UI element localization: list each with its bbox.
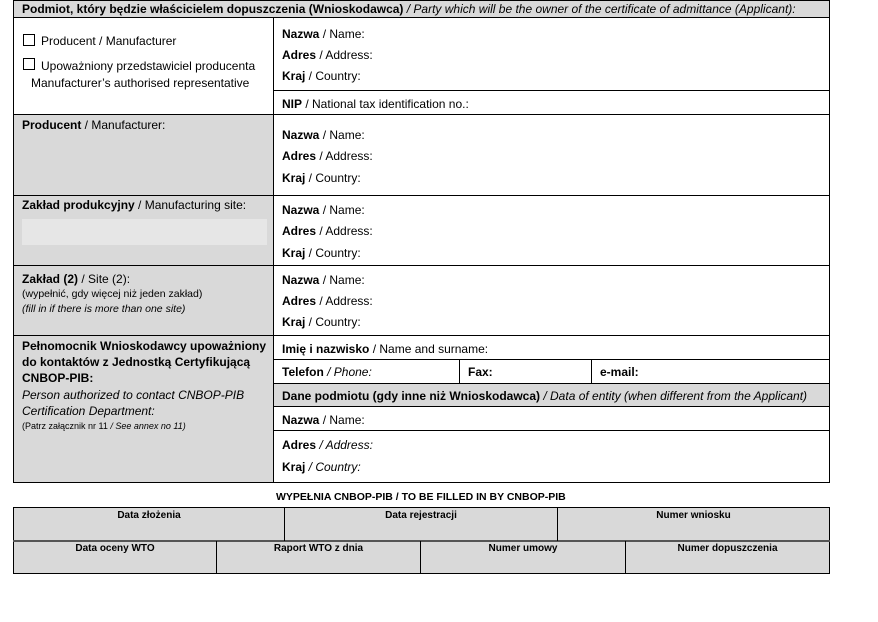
entity-name-pl: Nazwa: [282, 413, 320, 427]
applicant-nip-pl: NIP: [282, 97, 303, 111]
contact-fax-field[interactable]: Fax:: [468, 365, 493, 379]
contact-annex-en: / See annex no 11): [107, 421, 186, 431]
manufacturer-address-pl: Adres: [282, 149, 317, 163]
site2-name-field[interactable]: [282, 273, 365, 287]
applicant-address-en: / Address:: [316, 48, 373, 62]
applicant-header: [22, 2, 796, 16]
applicant-name-field[interactable]: [282, 27, 365, 41]
site2-note-en: (fill in if there is more than one site): [22, 303, 186, 315]
applicant-country-pl: Kraj: [282, 69, 306, 83]
contact-label-en-1: Person authorized to contact CNBOP-PIB: [22, 388, 245, 402]
applicant-country-en: / Country:: [305, 69, 361, 83]
representative-checkbox[interactable]: [23, 58, 35, 70]
site2-country-pl: Kraj: [282, 315, 306, 329]
site1-name-pl: Nazwa: [282, 203, 320, 217]
site1-country-pl: Kraj: [282, 246, 306, 260]
contact-label-pl-3: CNBOP-PIB:: [22, 371, 94, 385]
contact-fullname-en: / Name and surname:: [369, 342, 489, 356]
site2-name-pl: Nazwa: [282, 273, 320, 287]
contact-phone-en: / Phone:: [323, 365, 372, 379]
manufacturer-country-en: / Country:: [305, 171, 361, 185]
site1-label: [22, 198, 246, 212]
applicant-address-field[interactable]: [282, 48, 373, 62]
manufacturer-label-pl: Producent: [22, 118, 82, 132]
manufacturer-country-pl: Kraj: [282, 171, 306, 185]
applicant-header-en: / Party which will be the owner of the certificate of admittance (Applicant):: [403, 2, 796, 16]
entity-address-pl: Adres: [282, 438, 317, 452]
manufacturer-label-en: / Manufacturer:: [81, 118, 166, 132]
site1-label-en: / Manufacturing site:: [134, 198, 247, 212]
office-date-registered: Data rejestracji: [385, 510, 457, 521]
site2-label-en: / Site (2):: [78, 272, 131, 286]
applicant-nip-en: / National tax identification no.:: [302, 97, 469, 111]
contact-phone-pl: Telefon: [282, 365, 324, 379]
representative-option-label: Upoważniony przedstawiciel producenta: [41, 59, 256, 73]
office-date-submitted: Data złożenia: [117, 510, 181, 521]
manufacturer-address-en: / Address:: [316, 149, 373, 163]
site2-label: [22, 272, 130, 286]
entity-address-field[interactable]: [282, 438, 373, 452]
contact-phone-field[interactable]: [282, 365, 372, 379]
contact-fullname-pl: Imię i nazwisko: [282, 342, 370, 356]
contact-email-field[interactable]: e-mail:: [600, 365, 639, 379]
contact-annex-pl: (Patrz załącznik nr 11: [22, 421, 108, 431]
representative-option-label-en: Manufacturer’s authorised representative: [31, 76, 250, 90]
site2-name-en: / Name:: [319, 273, 365, 287]
contact-label-pl-2: do kontaktów z Jednostką Certyfikującą: [22, 355, 251, 369]
entity-country-en: / Country:: [305, 460, 361, 474]
manufacturer-address-field[interactable]: [282, 149, 373, 163]
site1-country-field[interactable]: [282, 246, 361, 260]
contact-fullname-field[interactable]: [282, 342, 488, 356]
manufacturer-country-field[interactable]: [282, 171, 361, 185]
site1-input-shade[interactable]: [22, 219, 267, 245]
manufacturer-name-pl: Nazwa: [282, 128, 320, 142]
office-wto-assessment-date: Data oceny WTO: [75, 543, 155, 554]
site1-address-pl: Adres: [282, 224, 317, 238]
manufacturer-label: [22, 118, 165, 132]
site2-address-field[interactable]: [282, 294, 373, 308]
applicant-name-en: / Name:: [319, 27, 365, 41]
contact-label-en-2: Certification Department:: [22, 404, 155, 418]
entity-header-pl: Dane podmiotu (gdy inne niż Wnioskodawca): [282, 389, 541, 403]
site2-country-en: / Country:: [305, 315, 361, 329]
applicant-header-pl: Podmiot, który będzie właścicielem dopuszczenia (Wnioskodawca): [22, 2, 404, 16]
office-admittance-number: Numer dopuszczenia: [677, 543, 778, 554]
site2-country-field[interactable]: [282, 315, 361, 329]
contact-annex: [22, 419, 186, 433]
site1-address-en: / Address:: [316, 224, 373, 238]
site1-country-en: / Country:: [305, 246, 361, 260]
producer-checkbox[interactable]: [23, 34, 35, 46]
site2-note-pl: (wypełnić, gdy więcej niż jeden zakład): [22, 288, 203, 300]
applicant-address-pl: Adres: [282, 48, 317, 62]
entity-header: [282, 389, 807, 403]
site2-label-pl: Zakład (2): [22, 272, 79, 286]
office-title: WYPEŁNIA CNBOP-PIB / TO BE FILLED IN BY CNBOP-PIB: [276, 491, 566, 503]
entity-country-field[interactable]: [282, 460, 361, 474]
manufacturer-name-field[interactable]: [282, 128, 365, 142]
site1-label-pl: Zakład produkcyjny: [22, 198, 135, 212]
applicant-name-pl: Nazwa: [282, 27, 320, 41]
entity-address-en: / Address:: [316, 438, 373, 452]
office-wto-report-date: Raport WTO z dnia: [273, 543, 364, 554]
producer-option-label: Producent / Manufacturer: [41, 34, 177, 48]
entity-country-pl: Kraj: [282, 460, 306, 474]
entity-header-en: / Data of entity (when different from the Applicant): [540, 389, 808, 403]
office-application-number: Numer wniosku: [656, 510, 731, 521]
applicant-country-field[interactable]: [282, 69, 361, 83]
site1-name-field[interactable]: [282, 203, 365, 217]
site1-name-en: / Name:: [319, 203, 365, 217]
contact-label-pl-1: Pełnomocnik Wnioskodawcy upoważniony: [22, 339, 267, 353]
office-contract-number: Numer umowy: [488, 543, 558, 554]
entity-name-field[interactable]: [282, 413, 365, 427]
site1-address-field[interactable]: [282, 224, 373, 238]
entity-name-en: / Name:: [319, 413, 365, 427]
applicant-nip-field[interactable]: [282, 97, 469, 111]
site2-address-pl: Adres: [282, 294, 317, 308]
site2-address-en: / Address:: [316, 294, 373, 308]
manufacturer-name-en: / Name:: [319, 128, 365, 142]
